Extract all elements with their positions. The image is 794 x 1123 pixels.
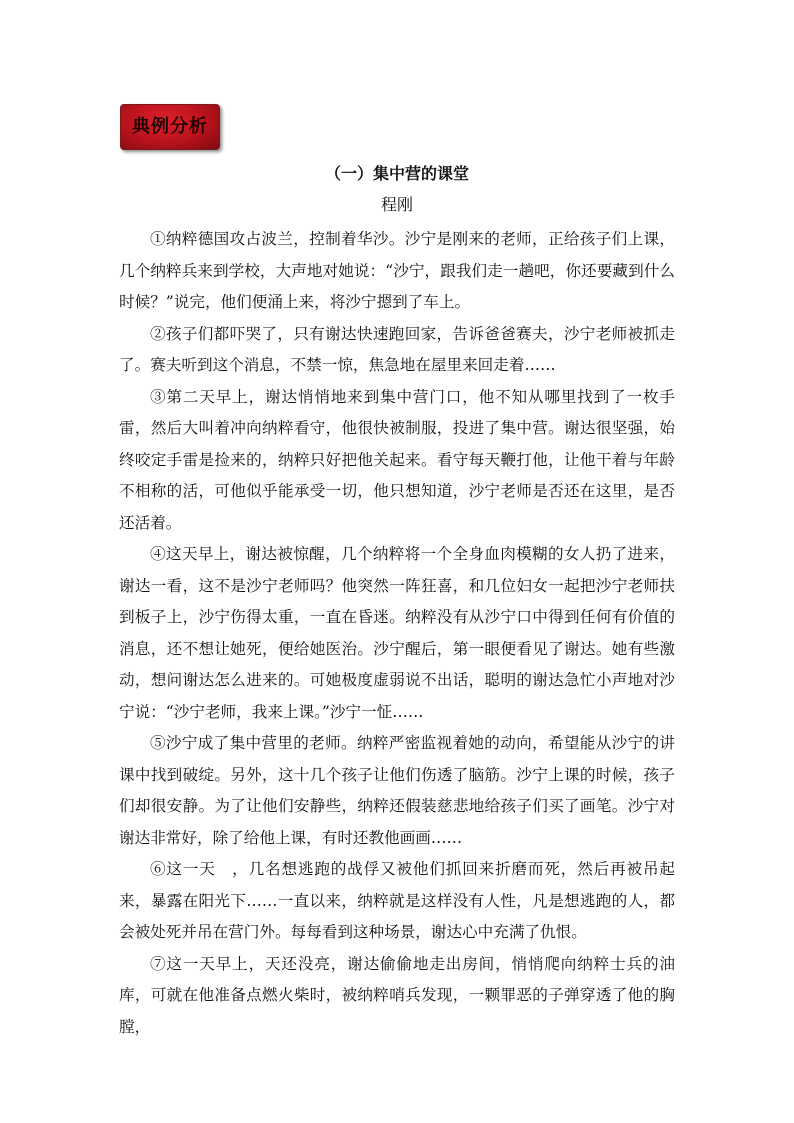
paragraph-6: ⑥这一天 ，几名想逃跑的战俘又被他们抓回来折磨而死，然后再被吊起来，暴露在阳光下……一直以来，纳粹就是这样没有人性，凡是想逃跑的人，都会被处死并吊在营门外。每每看到这种场景，谢达心中充满了仇恨。: [119, 860, 675, 941]
article-title: （一）集中营的课堂: [324, 164, 469, 183]
article-author: 程刚: [380, 195, 413, 214]
paragraph-4: ④这天早上，谢达被惊醒，几个纳粹将一个全身血肉模糊的女人扔了进来，谢达一看，这不是沙宁老师吗？他突然一阵狂喜，和几位妇女一起把沙宁老师扶到板子上，沙宁伤得太重，一直在昏迷。纳粹没有从沙宁口中得到任何有价值的消息，还不想让她死，便给她医治。沙宁醒后，第一眼便看见了谢达。她有些激动，想问谢达怎么进来的。可她极度虚弱说不出话，聪明的谢达急忙小声地对沙宁说：“沙宁老师，我来上课。”沙宁一怔……: [119, 545, 675, 721]
paragraph-2: ②孩子们都吓哭了，只有谢达快速跑回家，告诉爸爸赛夫，沙宁老师被抓走了。赛夫听到这个消息，不禁一惊，焦急地在屋里来回走着……: [119, 324, 675, 374]
paragraph-7: ⑦这一天早上，天还没亮，谢达偷偷地走出房间，悄悄爬向纳粹士兵的油库，可就在他准备点燃火柴时，被纳粹哨兵发现，一颗罪恶的子弹穿透了他的胸膛，: [119, 954, 675, 1036]
paragraph-1: ①纳粹德国攻占波兰，控制着华沙。沙宁是刚来的老师，正给孩子们上课，几个纳粹兵来到学校，大声地对她说：“沙宁，跟我们走一趟吧，你还要藏到什么时候？”说完，他们便涌上来，将沙宁摁到了车上。: [119, 230, 675, 311]
section-badge-label: 典例分析: [132, 116, 208, 137]
paragraph-3: ③第二天早上，谢达悄悄地来到集中营门口，他不知从哪里找到了一枚手雷，然后大叫着冲向纳粹看守，他很快被制服，投进了集中营。谢达很坚强，始终咬定手雷是捡来的，纳粹只好把他关起来。看守每天鞭打他，让他干着与年龄不相称的活，可他似乎能承受一切，他只想知道，沙宁老师是否还在这里，是否还活着。: [119, 387, 675, 532]
paragraph-5: ⑤沙宁成了集中营里的老师。纳粹严密监视着她的动向，希望能从沙宁的讲课中找到破绽。另外，这十几个孩子让他们伤透了脑筋。沙宁上课的时候，孩子们却很安静。为了让他们安静些，纳粹还假装慈悲地给孩子们买了画笔。沙宁对谢达非常好，除了给他上课，有时还教他画画……: [119, 734, 675, 847]
section-badge: [120, 104, 220, 150]
article-body: [119, 224, 675, 1043]
